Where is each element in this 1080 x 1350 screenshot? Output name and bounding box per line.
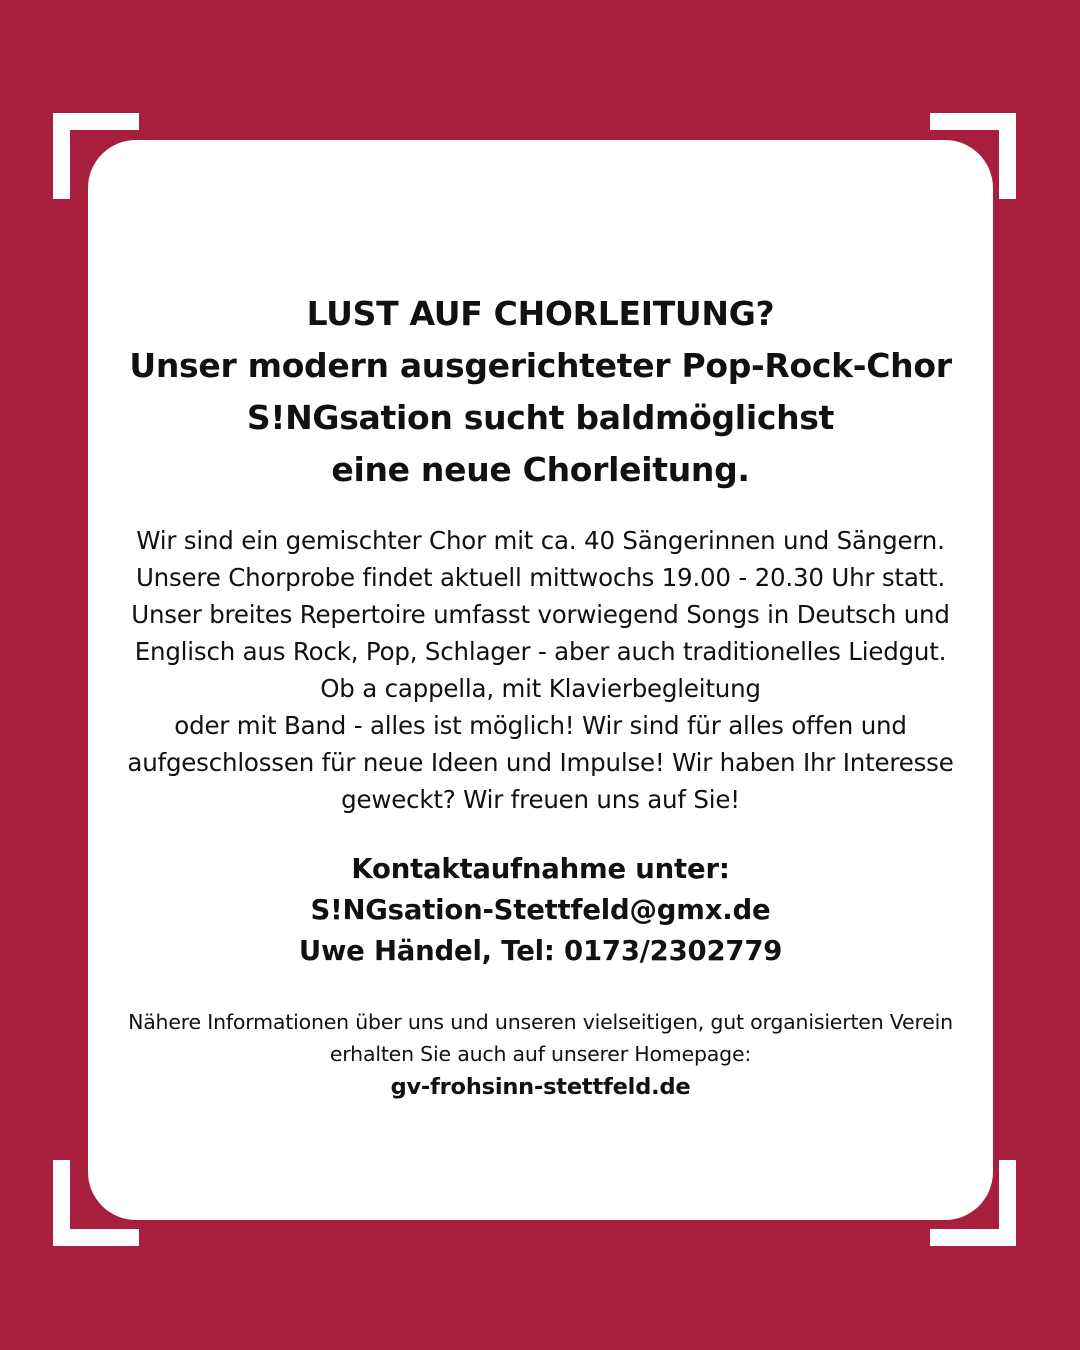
headline-line-1: LUST AUF CHORLEITUNG? bbox=[306, 294, 775, 333]
description-line-4: Englisch aus Rock, Pop, Schlager - aber auch traditionelles Liedgut. bbox=[134, 637, 947, 666]
description bbox=[88, 522, 993, 818]
footer-line-1: Nähere Informationen über uns und unseren vielseitigen, gut organisierten Verein bbox=[128, 1010, 953, 1034]
description-line-3: Unser breites Repertoire umfasst vorwiegend Songs in Deutsch und bbox=[131, 600, 950, 629]
contact-email-link[interactable]: S!NGsation-Stettfeld@gmx.de bbox=[310, 894, 771, 926]
footer-line-2: erhalten Sie auch auf unserer Homepage: bbox=[329, 1042, 752, 1066]
contact-person-phone: Uwe Händel, Tel: 0173/2302779 bbox=[298, 935, 783, 967]
contact-block bbox=[88, 849, 993, 972]
headline bbox=[88, 288, 993, 496]
headline-line-3: S!NGsation sucht baldmöglichst bbox=[246, 398, 835, 437]
content-card bbox=[88, 140, 993, 1220]
headline-line-2: Unser modern ausgerichteter Pop-Rock-Chor bbox=[129, 346, 952, 385]
description-line-7: aufgeschlossen für neue Ideen und Impulse! Wir haben Ihr Interesse bbox=[127, 748, 954, 777]
description-line-8: geweckt? Wir freuen uns auf Sie! bbox=[341, 785, 740, 814]
footer-info bbox=[88, 1006, 993, 1104]
description-line-2: Unsere Chorprobe findet aktuell mittwochs 19.00 - 20.30 Uhr statt. bbox=[135, 563, 946, 592]
description-line-6: oder mit Band - alles ist möglich! Wir sind für alles offen und bbox=[174, 711, 907, 740]
homepage-link[interactable]: gv-frohsinn-stettfeld.de bbox=[390, 1074, 691, 1100]
contact-heading: Kontaktaufnahme unter: bbox=[351, 853, 730, 885]
description-line-1: Wir sind ein gemischter Chor mit ca. 40 Sängerinnen und Sängern. bbox=[136, 526, 945, 555]
headline-line-4: eine neue Chorleitung. bbox=[331, 450, 750, 489]
description-line-5: Ob a cappella, mit Klavierbegleitung bbox=[320, 674, 761, 703]
